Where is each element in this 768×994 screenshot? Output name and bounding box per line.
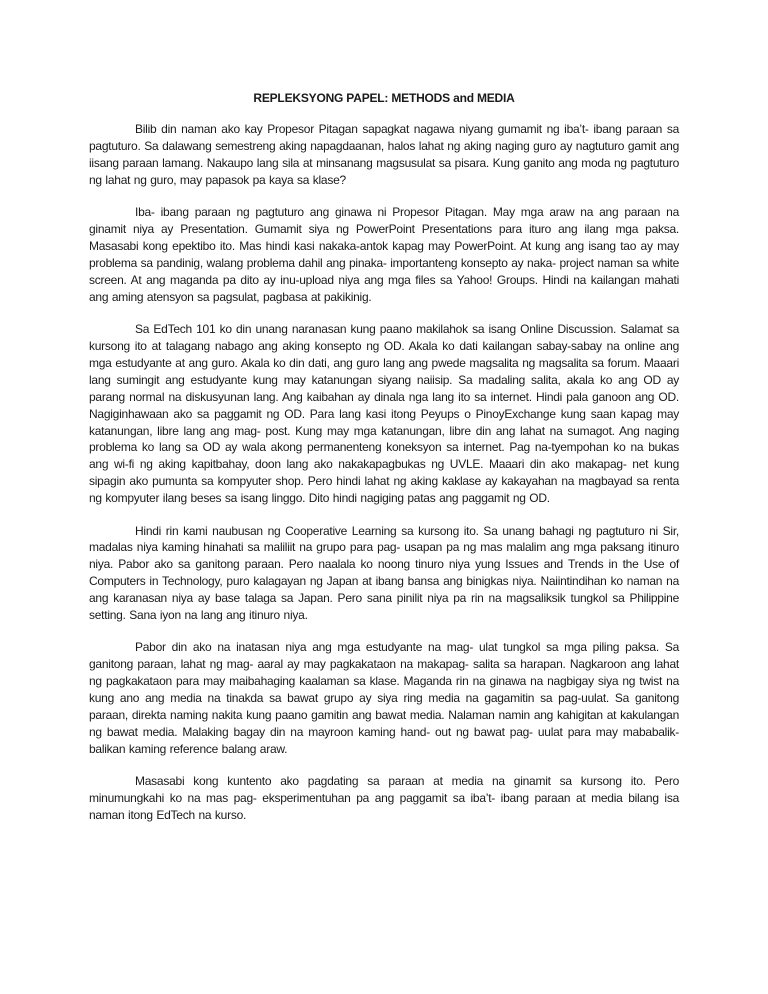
paragraph-cooperative-learning: Hindi rin kami naubusan ng Cooperative Learning sa kursong ito. Sa unang bahagi ng pagtuturo ni Sir, madalas niya kaming hinahati sa maliliit na grupo para pag- usapan pa ng mas malalim ang mga paksang itinuro niya. Pabor ako sa ganitong paraan. Pero naalala ko noong tinuro niya yung Issues and Trends in the Use of Computers in Technology, puro kalagayan ng Japan at ibang bansa ang binigkas niya. Naiintindihan ko naman na ang karanasan niya ay base talaga sa Japan. Pero sana pinilit niya pa rin na magsaliksik tungkol sa Philippine setting. Sana iyon na lang ang itinuro niya. xyxy=(89,523,679,623)
paragraph-online-discussion: Sa EdTech 101 ko din unang naranasan kung paano makilahok sa isang Online Discussion. Salamat sa kursong ito at talagang nabago ang aking konsepto ng OD. Akala ko dati kailangan sabay-sabay na online ang mga estudyante at ang guro. Akala ko din dati, ang guro lang ang pwede magsalita ng magsalita sa forum. Maaari lang sumingit ang estudyante kung may katanungan siyang naiisip. Sa madaling salita, akala ko ang OD ay parang normal na diskusyunan lang. Ang kaibahan ay dinala nga lang ito sa internet. Hindi pala ganoon ang OD. Nagiginhawaan ako sa paggamit ng OD. Para lang kasi itong Peyups o PinoyExchange kung saan kapag may katanungan, libre lang ang mag- post. Kung may mga katanungan, libre din ang lahat na sumagot. Ang naging problema ko lang sa OD ay wala akong permanenteng koneksyon sa internet. Pag na-tyempohan ko na bukas ang wi-fi ng aking kapitbahay, doon lang ako nakakapagbukas ng UVLE. Maaari din ako makapag- net kung sipagin ako pumunta sa kompyuter shop. Pero hindi lahat ng aking kaklase ay kakayahan na magbayad sa renta ng kompyuter ilang beses sa isang linggo. Dito hindi nagiging patas ang paggamit ng OD. xyxy=(89,322,679,506)
paragraph-reporting: Pabor din ako na inatasan niya ang mga estudyante na mag- ulat tungkol sa mga piling paksa. Sa ganitong paraan, lahat ng mag- aaral ay may pagkakataon na makapag- salita sa harapan. Nagkaroon ang lahat ng pagkakataon para may maibahaging kaalaman sa klase. Maganda rin na ginawa na nagbigay siya ng twist na kung ano ang media na tinakda sa bawat grupo ay siya ring media na gagamitin sa pag-uulat. Sa ganitong paraan, direkta naming nakita kung paano gamitin ang bawat media. Nalaman namin ang kahigitan at kakulangan ng bawat media. Malaking bagay din na mayroon kaming hand- out ng bawat pag- uulat para may mababalik- balikan kaming reference balang araw. xyxy=(89,640,679,756)
paragraph-methods-intro: Bilib din naman ako kay Propesor Pitagan sapagkat nagawa niyang gumamit ng iba’t- ibang paraan sa pagtuturo. Sa dalawang semestreng aking napagdaanan, halos lahat ng aking naging guro ay nagtuturo gamit ang iisang paraan lamang. Nakaupo lang sila at minsanang magsusulat sa pisara. Kung ganito ang moda ng pagtuturo ng lahat ng guro, may papasok pa kaya sa klase? xyxy=(89,122,679,187)
paragraph-presentation: Iba- ibang paraan ng pagtuturo ang ginawa ni Propesor Pitagan. May mga araw na ang paraan na ginamit niya ay Presentation. Gumamit siya ng PowerPoint Presentations para ituro ang ilang mga paksa. Masasabi kong epektibo ito. Mas hindi kasi nakaka-antok kapag may PowerPoint. At kung ang isang tao ay may problema sa pandinig, walang problema dahil ang pinaka- importanteng konsepto ay naka- project naman sa white screen. At ang maganda pa dito ay inu-upload niya ang mga files sa Yahoo! Groups. Hindi na kailangan mahati ang aming atensyon sa pagsulat, pagbasa at pakikinig. xyxy=(89,205,679,304)
document-page xyxy=(89,90,679,840)
paragraph-conclusion: Masasabi kong kuntento ako pagdating sa paraan at media na ginamit sa kursong ito. Pero minumungkahi ko na mas pag- eksperimentuhan pa ang paggamit sa iba’t- ibang paraan at media bilang isa naman itong EdTech na kurso. xyxy=(89,774,679,823)
document-title: REPLEKSYONG PAPEL: METHODS and MEDIA xyxy=(253,91,515,105)
